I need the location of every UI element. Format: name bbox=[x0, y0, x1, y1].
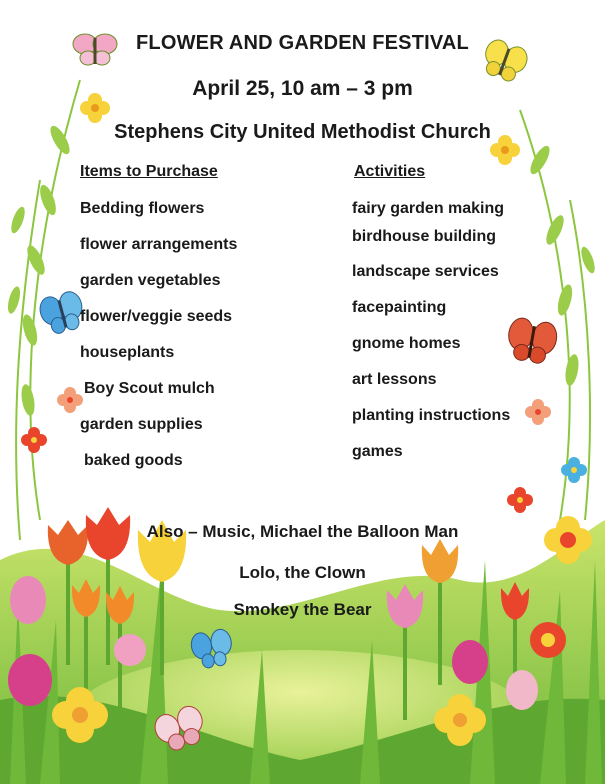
list-item: garden vegetables bbox=[80, 272, 221, 289]
right-vine bbox=[520, 110, 590, 520]
list-item: houseplants bbox=[80, 344, 175, 361]
event-date-time: April 25, 10 am – 3 pm bbox=[192, 77, 413, 100]
activities-heading: Activities bbox=[354, 163, 426, 180]
extras-line-3: Smokey the Bear bbox=[233, 600, 372, 619]
festival-title: FLOWER AND GARDEN FESTIVAL bbox=[136, 32, 469, 54]
list-item: games bbox=[352, 443, 403, 460]
extras-line-2: Lolo, the Clown bbox=[239, 563, 366, 582]
list-item: Bedding flowers bbox=[80, 200, 205, 217]
small-flower-icon bbox=[525, 399, 551, 425]
list-item: art lessons bbox=[352, 371, 437, 388]
small-flower-icon bbox=[507, 487, 533, 513]
list-item: flower arrangements bbox=[80, 236, 238, 253]
small-flower-icon bbox=[57, 387, 83, 413]
list-item: baked goods bbox=[84, 452, 183, 469]
extras-line-1: Also – Music, Michael the Balloon Man bbox=[146, 522, 459, 541]
list-item: gnome homes bbox=[352, 335, 461, 352]
small-flower-icon bbox=[21, 427, 47, 453]
list-item: facepainting bbox=[352, 299, 447, 316]
left-leaves bbox=[6, 123, 74, 417]
list-item: flower/veggie seeds bbox=[80, 308, 233, 325]
list-item: planting instructions bbox=[352, 407, 511, 424]
list-item: garden supplies bbox=[80, 416, 203, 433]
list-item: landscape services bbox=[352, 263, 499, 280]
event-location: Stephens City United Methodist Church bbox=[114, 121, 491, 143]
list-item: Boy Scout mulch bbox=[84, 380, 215, 397]
butterfly-red-icon bbox=[505, 316, 560, 366]
purchase-heading: Items to Purchase bbox=[80, 163, 218, 180]
list-item: fairy garden making bbox=[352, 200, 505, 217]
list-item: birdhouse building bbox=[352, 228, 496, 245]
